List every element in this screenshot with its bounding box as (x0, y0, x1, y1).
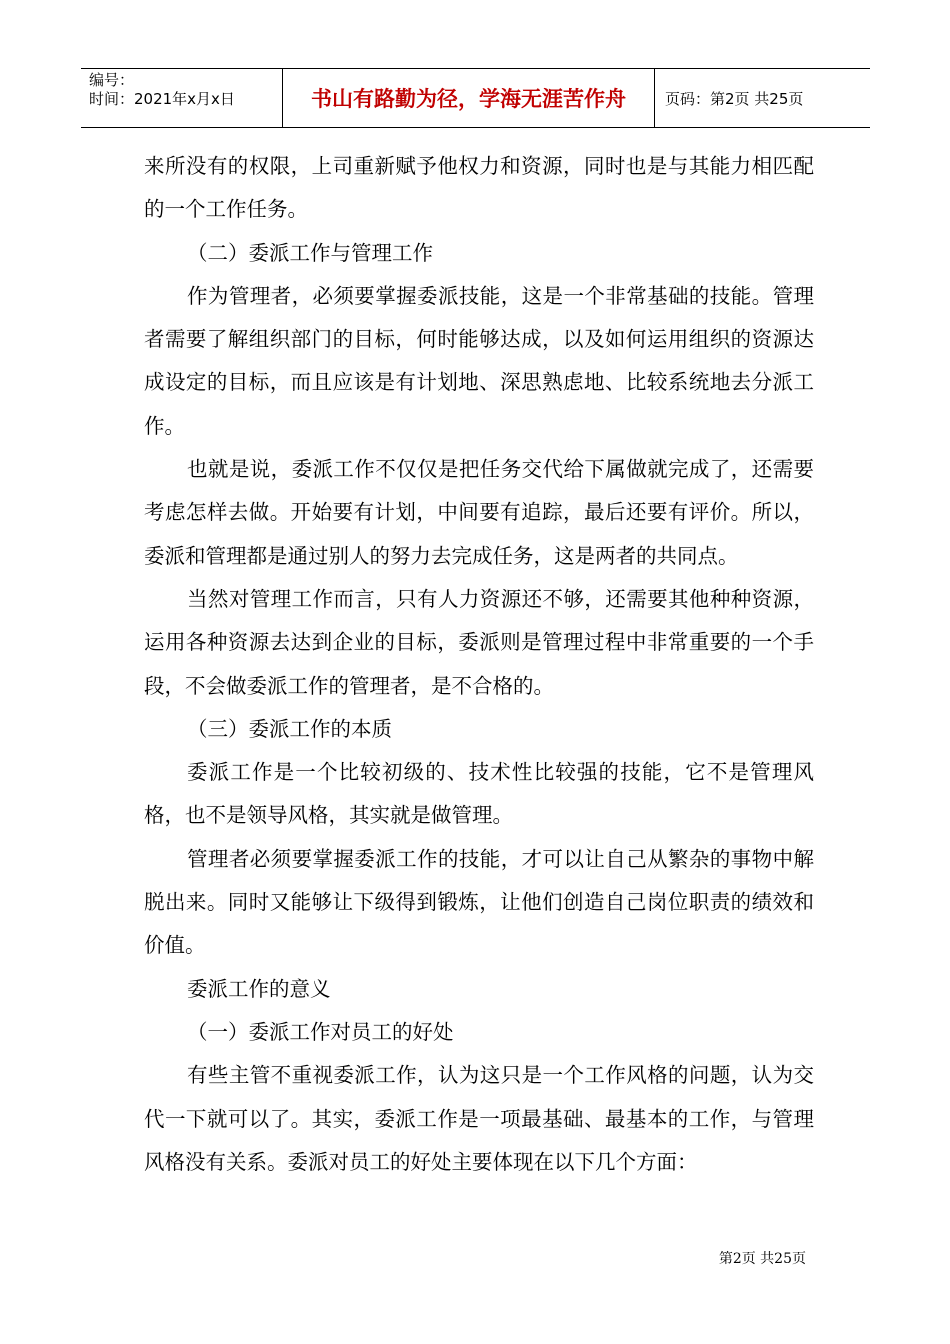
header-motto: 书山有路勤为径，学海无涯苦作舟 (283, 69, 655, 127)
section-heading: （一）委派工作对员工的好处 (187, 1019, 454, 1044)
paragraph: 有些主管不重视委派工作，认为这只是一个工作风格的问题，认为交代一下就可以了。其实，委派工作是一项最基础、最基本的工作，与管理风格没有关系。委派对员工的好处主要体现在以下几个方面： (144, 1063, 814, 1174)
paragraph: 当然对管理工作而言，只有人力资源还不够，还需要其他种种资源，运用各种资源去达到企业的目标，委派则是管理过程中非常重要的一个手段，不会做委派工作的管理者，是不合格的。 (144, 586, 814, 698)
paragraph: 也就是说，委派工作不仅仅是把任务交代给下属做就完成了，还需要考虑怎样去做。开始要有计划，中间要有追踪，最后还要有评价。所以，委派和管理都是通过别人的努力去完成任务，这是两者的共同点。 (144, 457, 814, 568)
section-heading: （二）委派工作与管理工作 (187, 240, 433, 265)
paragraph: 作为管理者，必须要掌握委派技能，这是一个非常基础的技能。管理者需要了解组织部门的目标，何时能够达成，以及如何运用组织的资源达成设定的目标，而且应该是有计划地、深思熟虑地、比较系统地去分派工作。 (144, 283, 814, 438)
header-page-info: 页码：第2页 共25页 (665, 89, 804, 108)
page-header (81, 68, 870, 128)
document-body (144, 145, 814, 1184)
section-heading: （三）委派工作的本质 (187, 716, 392, 741)
paragraph: 来所没有的权限，上司重新赋予他权力和资源，同时也是与其能力相匹配的一个工作任务。 (144, 154, 814, 222)
paragraph: 管理者必须要掌握委派工作的技能，才可以让自己从繁杂的事物中解脱出来。同时又能够让下级得到锻炼，让他们创造自己岗位职责的绩效和价值。 (144, 846, 814, 958)
document-number: 编号： (89, 71, 135, 89)
section-heading: 委派工作的意义 (187, 976, 331, 1001)
header-meta (81, 69, 283, 127)
document-time: 时间：2021年x月x日 (89, 90, 235, 108)
paragraph: 委派工作是一个比较初级的、技术性比较强的技能，它不是管理风格，也不是领导风格，其实就是做管理。 (144, 760, 814, 828)
page-footer: 第2页 共25页 (718, 1251, 806, 1267)
